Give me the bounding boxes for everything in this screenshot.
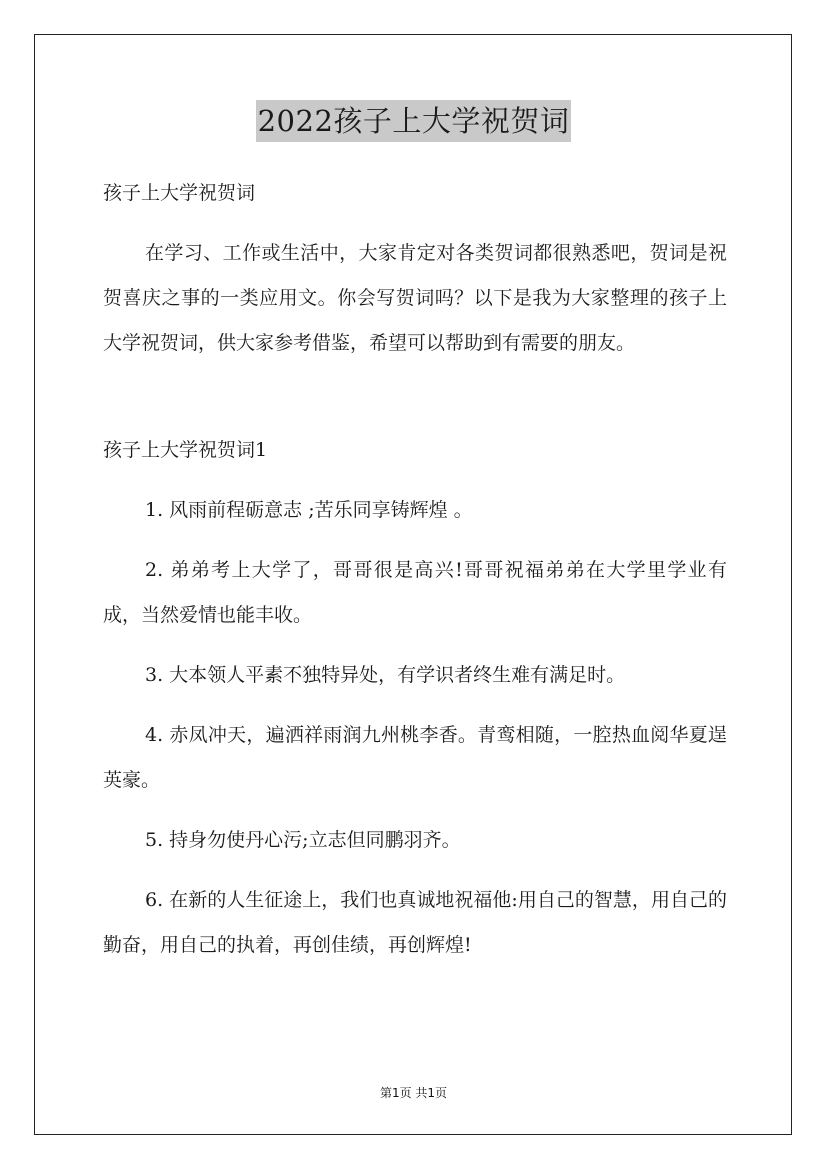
page-footer: 第1页 共1页 — [379, 1086, 448, 1100]
section-heading: 孩子上大学祝贺词1 — [103, 439, 268, 461]
document-body — [103, 171, 727, 968]
list-item: 4. 赤凤冲天，遍洒祥雨润九州桃李香。青鸾相随，一腔热血阅华夏逞英豪。 — [103, 724, 727, 791]
intro-heading: 孩子上大学祝贺词 — [103, 182, 256, 204]
list-item: 5. 持身勿使丹心污;立志但同鹏羽齐。 — [145, 829, 461, 851]
list-item: 6. 在新的人生征途上，我们也真诚地祝福他:用自己的智慧，用自己的勤奋，用自己的执着，再创佳绩，再创辉煌! — [103, 889, 727, 956]
list-item: 3. 大本领人平素不独特异处，有学识者终生难有满足时。 — [145, 664, 626, 686]
list-item: 2. 弟弟考上大学了，哥哥很是高兴!哥哥祝福弟弟在大学里学业有成，当然爱情也能丰收。 — [103, 559, 727, 626]
title-container — [0, 100, 827, 142]
list-item: 1. 风雨前程砺意志 ;苦乐同享铸辉煌 。 — [145, 499, 473, 521]
document-title: 2022孩子上大学祝贺词 — [256, 100, 572, 142]
intro-paragraph: 在学习、工作或生活中，大家肯定对各类贺词都很熟悉吧，贺词是祝贺喜庆之事的一类应用文。你会写贺词吗？以下是我为大家整理的孩子上大学祝贺词，供大家参考借鉴，希望可以帮助到有需要的朋友。 — [103, 242, 727, 354]
